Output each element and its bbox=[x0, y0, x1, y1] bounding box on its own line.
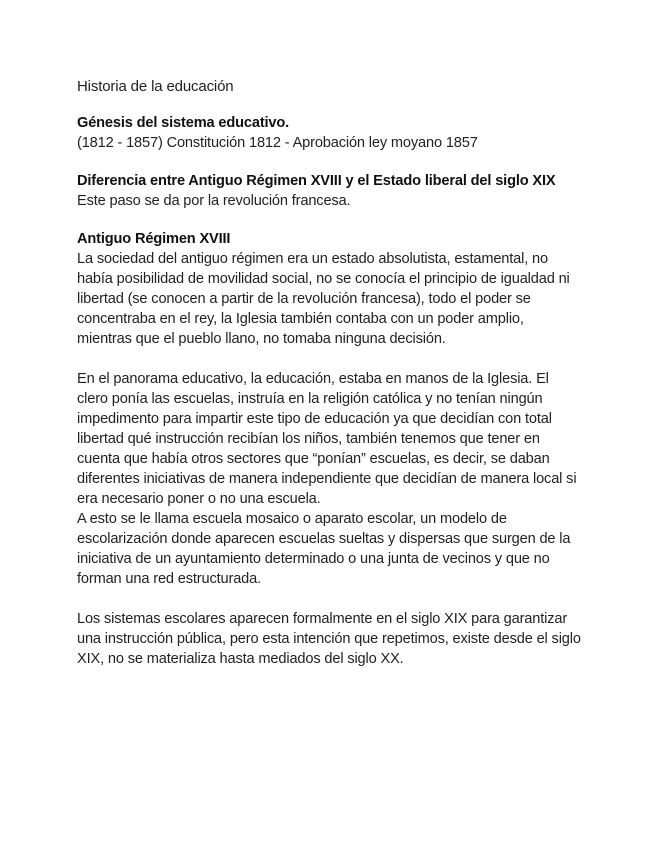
section-antiguo-regimen bbox=[77, 229, 582, 669]
section-paragraph: Este paso se da por la revolución francesa. bbox=[77, 193, 351, 209]
section-paragraph: A esto se le llama escuela mosaico o aparato escolar, un modelo de escolarización donde aparecen escuelas sueltas y dispersas que surgen de la iniciativa de un ayuntamiento determinado o una junta de vecinos y que no forman una red estructurada. bbox=[77, 511, 571, 587]
section-paragraph: Los sistemas escolares aparecen formalmente en el siglo XIX para garantizar una instrucción pública, pero esta intención que repetimos, existe desde el siglo XIX, no se materializa hasta mediados del siglo XX. bbox=[77, 611, 581, 667]
section-paragraph: En el panorama educativo, la educación, estaba en manos de la Iglesia. El clero ponía las escuelas, instruía en la religión católica y no tenían ningún impedimento para impartir este tipo de educación ya que decidían con total libertad qué instrucción recibían los niños, también tenemos que tener en cuenta que había otros sectores que “ponían” escuelas, es decir, se daban diferentes iniciativas de manera independiente que decidían de manera local si era necesario poner o no una escuela. bbox=[77, 371, 577, 507]
section-paragraph: La sociedad del antiguo régimen era un estado absolutista, estamental, no había posibilidad de movilidad social, no se conocía el principio de igualdad ni libertad (se conocen a partir de la revolución francesa), todo el poder se concentraba en el rey, la Iglesia también contaba con un poder amplio, mientras que el pueblo llano, no tomaba ninguna decisión. bbox=[77, 251, 570, 347]
section-heading: Génesis del sistema educativo. bbox=[77, 115, 290, 131]
document-title: Historia de la educación bbox=[77, 78, 234, 95]
section-heading: Diferencia entre Antiguo Régimen XVIII y el Estado liberal del siglo XIX bbox=[77, 173, 556, 189]
document-page bbox=[77, 76, 582, 669]
section-heading: Antiguo Régimen XVIII bbox=[77, 231, 231, 247]
section-genesis bbox=[77, 113, 582, 153]
section-paragraph: (1812 - 1857) Constitución 1812 - Aprobación ley moyano 1857 bbox=[77, 135, 478, 151]
section-diferencia bbox=[77, 171, 582, 211]
